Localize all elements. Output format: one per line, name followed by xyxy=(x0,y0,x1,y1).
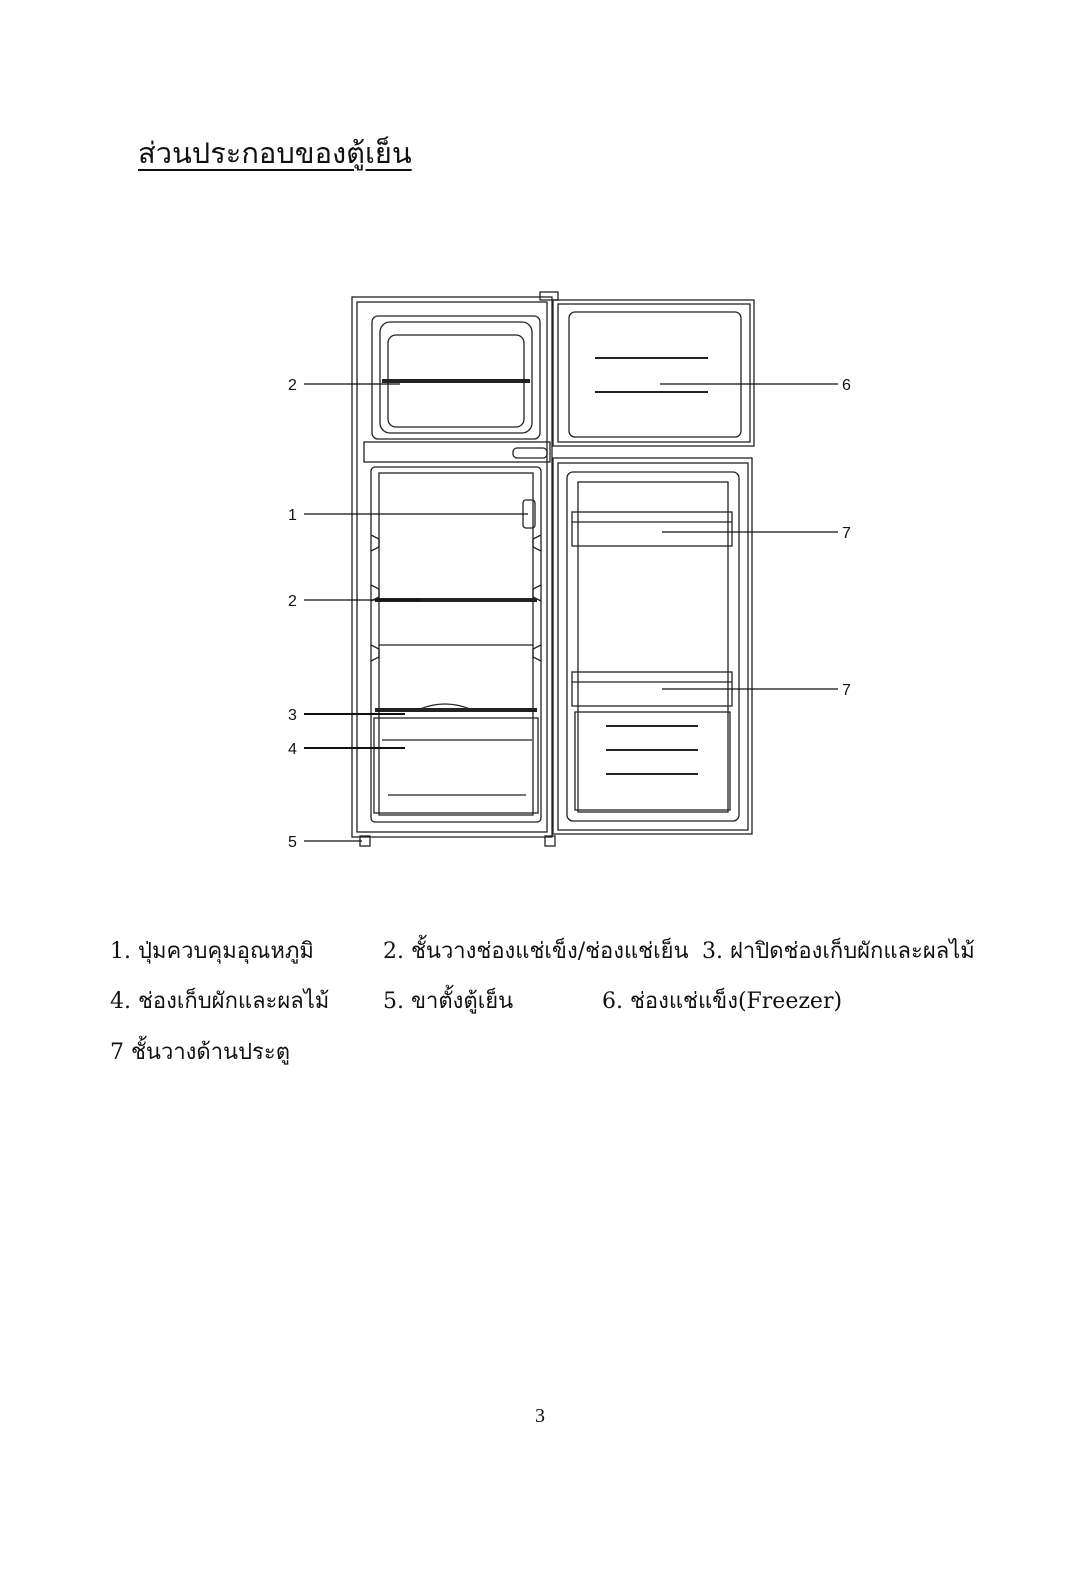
page-number: 3 xyxy=(535,1405,545,1427)
callout-labels xyxy=(288,377,851,851)
legend-item-7: 7 ชั้นวางด้านประตู xyxy=(110,1040,290,1065)
cabinet xyxy=(352,292,558,846)
callout-3-crisper-cover: 3 xyxy=(288,707,297,724)
legend-item-4: 4. ช่องเก็บผักและผลไม้ xyxy=(110,989,330,1014)
callout-2-fridge-shelf: 2 xyxy=(288,593,297,610)
callout-7-door-shelf-lower: 7 xyxy=(842,682,851,699)
callout-6-freezer: 6 xyxy=(842,377,851,394)
legend-item-6: 6. ช่องแช่แข็ง(Freezer) xyxy=(602,989,843,1014)
leader-lines xyxy=(304,384,838,841)
legend-item-1: 1. ปุ่มควบคุมอุณหภูมิ xyxy=(110,939,314,964)
legend-item-3: 3. ฝาปิดช่องเก็บผักและผลไม้ xyxy=(702,939,975,964)
page-title: ส่วนประกอบของตู้เย็น xyxy=(138,136,412,170)
legend-item-5: 5. ขาตั้งตู้เย็น xyxy=(383,989,514,1014)
doors xyxy=(553,300,754,834)
callout-5-feet: 5 xyxy=(288,834,297,851)
callout-7-door-shelf-upper: 7 xyxy=(842,525,851,542)
callout-2-freezer-shelf: 2 xyxy=(288,377,297,394)
callout-4-crisper: 4 xyxy=(288,741,297,758)
callout-1-thermostat: 1 xyxy=(288,507,297,524)
legend-item-2: 2. ชั้นวางช่องแช่เข็ง/ช่องแช่เย็น xyxy=(383,939,689,964)
